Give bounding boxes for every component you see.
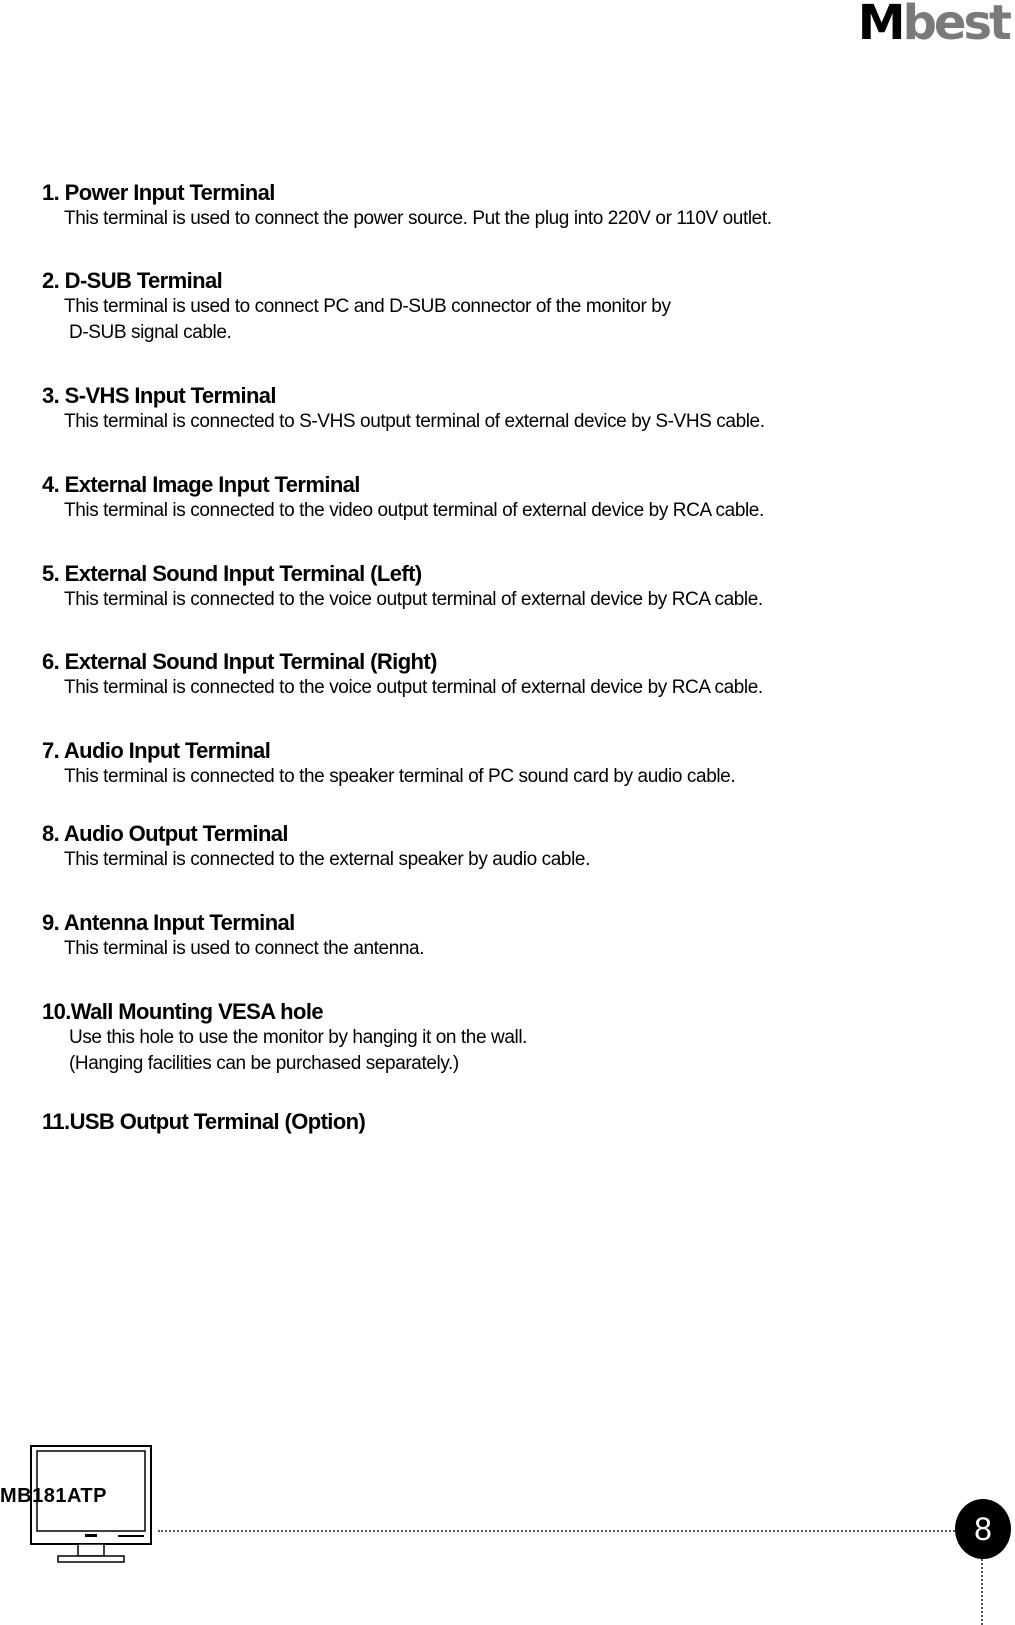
terminal-item bbox=[42, 561, 763, 613]
terminal-description: This terminal is connected to the external speaker by audio cable. bbox=[64, 849, 590, 870]
terminal-item bbox=[42, 910, 424, 962]
terminal-title: 11.USB Output Terminal (Option) bbox=[42, 1109, 366, 1134]
terminal-title: 4. External Image Input Terminal bbox=[42, 472, 360, 497]
footer-vertical-divider bbox=[981, 1556, 983, 1625]
footer-divider bbox=[158, 1530, 958, 1532]
terminal-title: 9. Antenna Input Terminal bbox=[42, 910, 295, 935]
terminal-description: (Hanging facilities can be purchased separately.) bbox=[69, 1053, 459, 1074]
terminal-description: This terminal is connected to the speaker terminal of PC sound card by audio cable. bbox=[64, 766, 736, 787]
terminal-item bbox=[42, 472, 764, 524]
brand-logo-part1: M bbox=[857, 0, 903, 51]
terminal-title: 8. Audio Output Terminal bbox=[42, 821, 288, 846]
brand-logo-part2: best bbox=[902, 0, 1009, 51]
terminal-item bbox=[42, 383, 765, 435]
brand-logo bbox=[857, 0, 1009, 51]
terminal-title: 6. External Sound Input Terminal (Right) bbox=[42, 649, 437, 674]
terminal-title: 3. S-VHS Input Terminal bbox=[42, 383, 276, 408]
page-number: 8 bbox=[955, 1499, 1011, 1559]
terminal-description: This terminal is connected to the voice output terminal of external device by RCA cable. bbox=[64, 677, 763, 698]
terminal-item bbox=[42, 738, 735, 790]
terminal-item bbox=[42, 821, 590, 873]
terminal-title: 2. D-SUB Terminal bbox=[42, 268, 223, 293]
terminal-description: This terminal is used to connect the antenna. bbox=[64, 938, 425, 959]
terminal-title: 7. Audio Input Terminal bbox=[42, 738, 271, 763]
terminal-description: This terminal is connected to S-VHS output terminal of external device by S-VHS cable. bbox=[64, 411, 765, 432]
terminal-description: This terminal is connected to the voice output terminal of external device by RCA cable. bbox=[64, 589, 763, 610]
terminal-title: 5. External Sound Input Terminal (Left) bbox=[42, 561, 422, 586]
model-label: MB181ATP bbox=[0, 1485, 107, 1507]
terminal-item bbox=[42, 180, 772, 232]
terminal-item bbox=[42, 1109, 365, 1135]
terminal-item bbox=[42, 268, 671, 346]
terminal-item bbox=[42, 649, 763, 701]
terminal-description: This terminal is used to connect the power source. Put the plug into 220V or 110V outlet. bbox=[64, 208, 772, 229]
terminal-description: Use this hole to use the monitor by hanging it on the wall. bbox=[69, 1027, 528, 1048]
terminal-description: This terminal is connected to the video output terminal of external device by RCA cable. bbox=[64, 500, 764, 521]
terminal-item bbox=[42, 999, 527, 1077]
terminal-description: D-SUB signal cable. bbox=[69, 322, 232, 343]
terminal-description: This terminal is used to connect PC and D-SUB connector of the monitor by bbox=[64, 296, 671, 317]
terminal-title: 10.Wall Mounting VESA hole bbox=[42, 999, 324, 1024]
terminal-title: 1. Power Input Terminal bbox=[42, 180, 275, 205]
